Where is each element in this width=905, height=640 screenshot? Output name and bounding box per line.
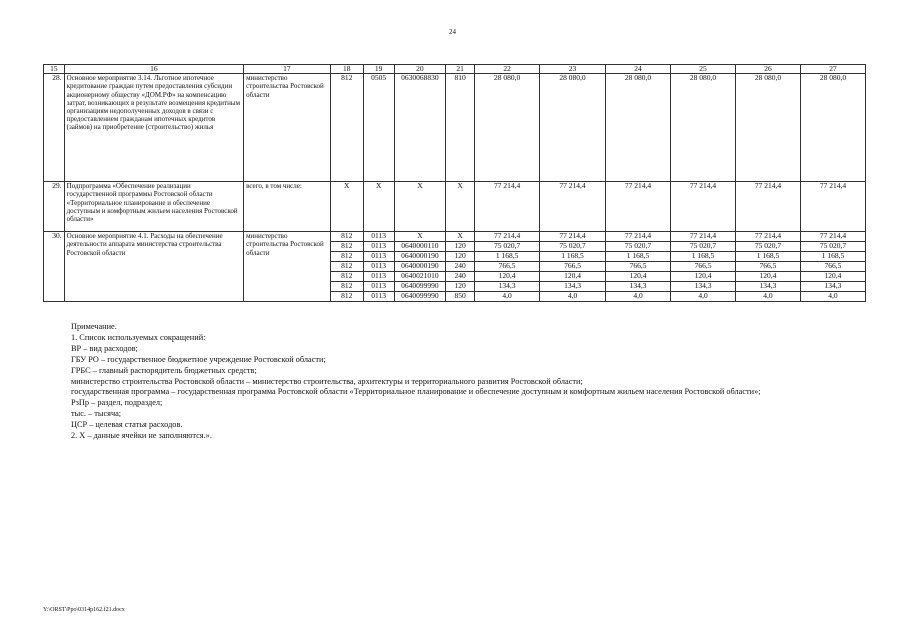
cell-rzpr: 0113 xyxy=(363,242,394,252)
col-header: 18 xyxy=(330,65,363,74)
cell-value: 120,4 xyxy=(671,272,736,282)
cell-value: 120,4 xyxy=(606,272,671,282)
cell-value: 77 214,4 xyxy=(475,232,540,242)
cell-value: 1 168,5 xyxy=(606,252,671,262)
cell-rzpr: 0505 xyxy=(363,74,394,182)
cell-value: 134,3 xyxy=(800,282,865,292)
cell-rzpr: 0113 xyxy=(363,232,394,242)
cell-rzpr: 0113 xyxy=(363,272,394,282)
row-number: 30. xyxy=(44,232,65,302)
table-row xyxy=(44,232,866,242)
row-description: Основное мероприятие 4.1. Расходы на обеспечение деятельности аппарата министерства строительства Ростовской области xyxy=(64,232,243,302)
cell-value: 77 214,4 xyxy=(540,232,606,242)
cell-value: 28 080,0 xyxy=(606,74,671,182)
file-path-footer: Y:\ORST\Ppo\0314p162.f21.docx xyxy=(43,607,125,613)
col-header: 24 xyxy=(606,65,671,74)
cell-value: 77 214,4 xyxy=(800,232,865,242)
cell-value: 28 080,0 xyxy=(475,74,540,182)
cell-grbs: 812 xyxy=(330,252,363,262)
cell-value: 77 214,4 xyxy=(475,182,540,232)
col-header: 17 xyxy=(244,65,331,74)
cell-grbs: 812 xyxy=(330,282,363,292)
note-heading: Примечание. xyxy=(71,322,117,331)
page-number: 24 xyxy=(449,28,456,36)
cell-value: 4,0 xyxy=(800,292,865,302)
cell-csr: 0640000190 xyxy=(394,252,446,262)
cell-vr: 240 xyxy=(446,262,475,272)
cell-value: 75 020,7 xyxy=(800,242,865,252)
table-row xyxy=(44,74,866,182)
col-header: 16 xyxy=(64,65,243,74)
cell-csr: 0640099990 xyxy=(394,282,446,292)
cell-value: 75 020,7 xyxy=(671,242,736,252)
cell-rzpr: 0113 xyxy=(363,252,394,262)
cell-value: 1 168,5 xyxy=(475,252,540,262)
cell-value: 28 080,0 xyxy=(540,74,606,182)
cell-value: 1 168,5 xyxy=(735,252,800,262)
cell-grbs: X xyxy=(330,182,363,232)
row-executor: всего, в том числе: xyxy=(244,182,331,232)
note-line: тыс. – тысяча; xyxy=(71,409,122,419)
cell-vr: 120 xyxy=(446,282,475,292)
cell-vr: 120 xyxy=(446,252,475,262)
col-header: 23 xyxy=(540,65,606,74)
col-header: 25 xyxy=(671,65,736,74)
row-executor: министерство строительства Ростовской области xyxy=(244,232,331,302)
cell-csr: 0640099990 xyxy=(394,292,446,302)
col-header: 19 xyxy=(363,65,394,74)
cell-rzpr: X xyxy=(363,182,394,232)
note-line: ЦСР – целевая статья расходов. xyxy=(71,420,183,430)
cell-value: 77 214,4 xyxy=(606,182,671,232)
cell-rzpr: 0113 xyxy=(363,282,394,292)
cell-csr: X xyxy=(394,182,446,232)
cell-vr: 240 xyxy=(446,272,475,282)
col-header: 22 xyxy=(475,65,540,74)
row-description: Подпрограмма «Обеспечение реализации государственной программы Ростовской области «Территориальное планирование и обеспечение доступным и комфортным жильем населения Ростовской области» xyxy=(64,182,243,232)
cell-csr: 0640021010 xyxy=(394,272,446,282)
cell-grbs: 812 xyxy=(330,74,363,182)
col-header: 15 xyxy=(44,65,65,74)
cell-vr: 120 xyxy=(446,242,475,252)
cell-value: 77 214,4 xyxy=(540,182,606,232)
cell-value: 766,5 xyxy=(735,262,800,272)
cell-value: 77 214,4 xyxy=(606,232,671,242)
cell-vr: 850 xyxy=(446,292,475,302)
note-line: государственная программа – государственная программа Ростовской области «Территориальное планирование и обеспечение доступным и комфортным жильем населения Ростовской области»; xyxy=(71,387,761,397)
note-line: ГРБС – главный распорядитель бюджетных средств; xyxy=(71,365,257,375)
note-line: 1. Список используемых сокращений: xyxy=(71,332,206,342)
cell-csr: 0630068830 xyxy=(394,74,446,182)
cell-rzpr: 0113 xyxy=(363,262,394,272)
cell-value: 1 168,5 xyxy=(671,252,736,262)
cell-value: 4,0 xyxy=(671,292,736,302)
cell-value: 766,5 xyxy=(606,262,671,272)
cell-value: 75 020,7 xyxy=(475,242,540,252)
cell-csr: 0640000110 xyxy=(394,242,446,252)
cell-grbs: 812 xyxy=(330,272,363,282)
table-row xyxy=(44,182,866,232)
cell-value: 120,4 xyxy=(475,272,540,282)
budget-table xyxy=(43,64,866,302)
cell-grbs: 812 xyxy=(330,292,363,302)
cell-value: 134,3 xyxy=(735,282,800,292)
notes-section xyxy=(43,322,866,442)
note-line: министерство строительства Ростовской области – министерство строительства, архитектуры и территориального развития Ростовской области; xyxy=(71,376,583,386)
cell-csr: 0640000190 xyxy=(394,262,446,272)
cell-grbs: 812 xyxy=(330,232,363,242)
cell-vr: 810 xyxy=(446,74,475,182)
cell-value: 4,0 xyxy=(540,292,606,302)
col-header: 20 xyxy=(394,65,446,74)
cell-value: 1 168,5 xyxy=(800,252,865,262)
cell-value: 77 214,4 xyxy=(735,232,800,242)
row-number: 29. xyxy=(44,182,65,232)
row-executor: министерство строительства Ростовской области xyxy=(244,74,331,182)
cell-value: 4,0 xyxy=(475,292,540,302)
cell-value: 134,3 xyxy=(606,282,671,292)
cell-vr: X xyxy=(446,232,475,242)
note-line: РзПр – раздел, подраздел; xyxy=(71,398,163,408)
cell-value: 28 080,0 xyxy=(735,74,800,182)
cell-vr: X xyxy=(446,182,475,232)
note-line: 2. Х – данные ячейки не заполняются.». xyxy=(71,431,212,441)
cell-csr: X xyxy=(394,232,446,242)
cell-value: 766,5 xyxy=(540,262,606,272)
cell-grbs: 812 xyxy=(330,242,363,252)
cell-value: 77 214,4 xyxy=(671,182,736,232)
cell-value: 120,4 xyxy=(800,272,865,282)
note-line: ГБУ РО – государственное бюджетное учреждение Ростовской области; xyxy=(71,354,326,364)
cell-value: 77 214,4 xyxy=(735,182,800,232)
col-header: 26 xyxy=(735,65,800,74)
cell-value: 4,0 xyxy=(606,292,671,302)
cell-value: 75 020,7 xyxy=(540,242,606,252)
cell-value: 134,3 xyxy=(475,282,540,292)
cell-value: 77 214,4 xyxy=(671,232,736,242)
col-header: 27 xyxy=(800,65,865,74)
cell-value: 28 080,0 xyxy=(671,74,736,182)
cell-value: 1 168,5 xyxy=(540,252,606,262)
row-number: 28. xyxy=(44,74,65,182)
cell-value: 766,5 xyxy=(475,262,540,272)
cell-value: 77 214,4 xyxy=(800,182,865,232)
cell-value: 4,0 xyxy=(735,292,800,302)
cell-value: 120,4 xyxy=(540,272,606,282)
col-header: 21 xyxy=(446,65,475,74)
cell-grbs: 812 xyxy=(330,262,363,272)
cell-value: 766,5 xyxy=(800,262,865,272)
cell-value: 75 020,7 xyxy=(735,242,800,252)
cell-value: 766,5 xyxy=(671,262,736,272)
cell-value: 134,3 xyxy=(671,282,736,292)
cell-value: 75 020,7 xyxy=(606,242,671,252)
cell-rzpr: 0113 xyxy=(363,292,394,302)
row-description: Основное мероприятие 3.14. Льготное ипотечное кредитование граждан путем предоставления субсидии акционерному обществу «ДОМ.РФ» на компенсацию затрат, возникающих в результате возмещения кредитным организациям недополученных доходов в связи с предоставлением гражданам ипотечных кредитов (займов) на приобретение (строительство) жилья xyxy=(64,74,243,182)
cell-value: 28 080,0 xyxy=(800,74,865,182)
cell-value: 134,3 xyxy=(540,282,606,292)
cell-value: 120,4 xyxy=(735,272,800,282)
note-line: ВР – вид расходов; xyxy=(71,343,138,353)
